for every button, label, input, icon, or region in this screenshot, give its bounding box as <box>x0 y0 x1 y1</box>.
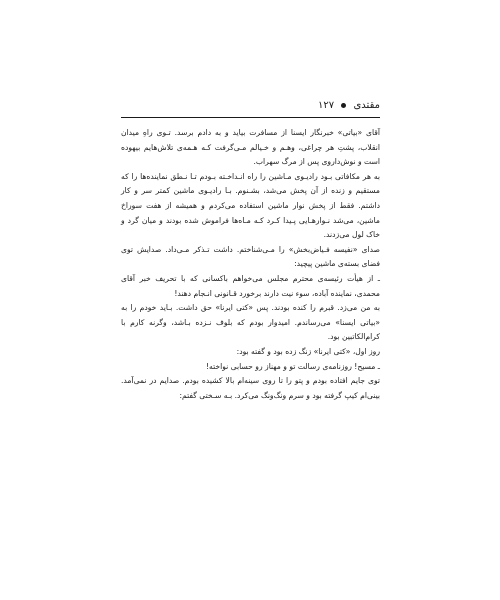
paragraph: توی جایم افتاده بودم و پتو را تا روی سینه‌ام بالا کشیده بودم. صدایم در نمی‌آمد. بینی‌ام کیپ گرفته بود و سرم ونگ‌ونگ می‌کرد. بـه سـختی گفتم: <box>121 376 380 400</box>
book-title: مقتدی <box>353 100 380 111</box>
page-number: ۱۲۷ <box>317 100 335 111</box>
paragraph: ـ مسیح! روزنامه‌ی رسالت تو و مهناز رو حسابی نواخته! <box>205 361 380 371</box>
paragraph: ـ از هیأت رئیسه‌ی محترم مجلس می‌خواهم باکسانی که با تحریف خبر آقای محمدی، نماینده آباده، سوء نیت دارند برخورد قـانونی انـجام دهند! <box>121 273 380 298</box>
header-divider <box>121 117 380 118</box>
running-header <box>121 98 380 114</box>
paragraph: به هر مکافاتی بـود رادیـوی مـاشین را راه انـداخـته بـودم تـا نـطق نماینده‌ها را که مستقیم و زنده از آن پخش می‌شد، بشـنوم. بـا رادیـوی ماشین کمتر سر و کار داشتم. فقط از پخش نوار ماشین استفاده می‌کردم و همیشه از هفت سوراخ ماشین، می‌شد نـوارهـایی پـیدا کـرد کـه مـاه‌ها فراموش شده بودند و میان گرد و خاک لول می‌زدند. <box>121 171 380 240</box>
paragraph: آقای «بیاتی» خبرنگار ایسنا از مسافرت بیاید و به دادم برسد. تـوی راهِ میدان انقلاب، پشتِ هر چراغی، وهـم و خـیالم مـی‌گرفت کـه هـمه‌ی تلاش‌هایم بیهوده است و نوش‌داروی پس از مرگ سهراب. <box>121 128 380 167</box>
bullet-dot-icon <box>341 103 346 108</box>
paragraph: صدای «نفیسه فـیاض‌بخش» را مـی‌شناختم. داشت تـذکر مـی‌داد. صدایش توی فضای بسته‌ی ماشین پیچید: <box>121 244 380 269</box>
body-text <box>121 126 380 403</box>
paragraph: روز اول، «کتی ایرنا» زنگ زده بود و گفته بود: <box>236 346 380 356</box>
paragraph: به من می‌زد. قبرم را کنده بودند. پس «کتی ایرنا» حق داشت. بـاید خودم را به «بیاتی ایسنا» می‌رساندم. امیدوار بودم که بلوف نـزده بـاشد، وگرنه کارم با کرام‌الکاتبین بود. <box>121 303 380 342</box>
page-header-group <box>318 98 380 114</box>
